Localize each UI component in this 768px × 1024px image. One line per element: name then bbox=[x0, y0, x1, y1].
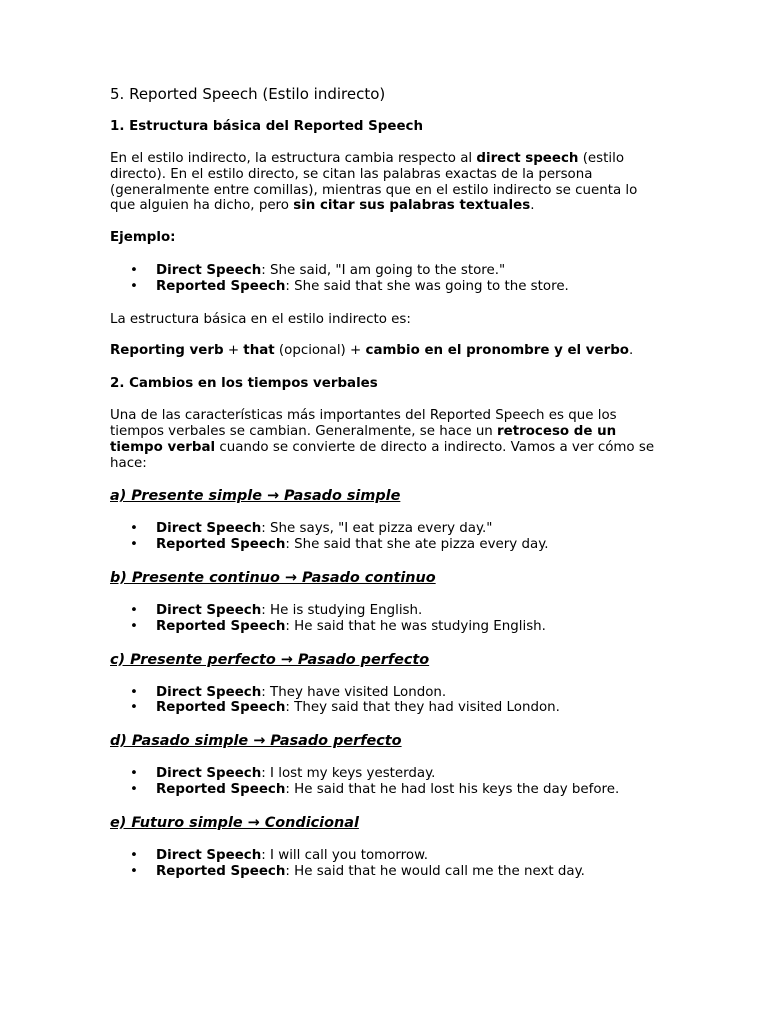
example-label-text: Ejemplo: bbox=[110, 230, 176, 246]
direct-speech-label: Direct Speech bbox=[156, 521, 262, 537]
list-item bbox=[110, 848, 660, 864]
section-1-heading: 1. Estructura básica del Reported Speech bbox=[110, 119, 424, 134]
list-item bbox=[110, 766, 660, 782]
tense-rule-title: e) Futuro simple → Condicional bbox=[110, 814, 359, 831]
reported-speech-text: : He said that he would call me the next day. bbox=[285, 863, 585, 879]
reported-speech-label: Reported Speech bbox=[156, 537, 286, 553]
direct-speech-text: : They have visited London. bbox=[261, 684, 447, 700]
intro-text: Una de las características más importantes del Reported Speech es que los tiempos verbales se cambian. Generalmente, se hace un bbox=[110, 408, 617, 439]
structure-intro: La estructura básica en el estilo indirecto es: bbox=[110, 311, 411, 327]
intro-text: En el estilo indirecto, la estructura cambia respecto al bbox=[110, 151, 477, 166]
intro-text: (estilo directo). En el estilo directo, se citan las palabras exactas de la persona (generalmente entre comillas), mientras que en el estilo indirecto se cuenta lo que alguien ha dicho, pero bbox=[110, 151, 638, 214]
tense-rules bbox=[110, 487, 660, 879]
reported-speech-label: Reported Speech bbox=[156, 278, 286, 294]
list-item bbox=[110, 700, 660, 716]
direct-speech-label: Direct Speech bbox=[156, 602, 262, 618]
structure-formula bbox=[110, 343, 660, 359]
example-list bbox=[110, 766, 660, 798]
formula-that: that bbox=[243, 343, 275, 359]
reported-speech-text: : He said that he had lost his keys the day before. bbox=[285, 781, 620, 797]
tense-rule-title: d) Pasado simple → Pasado perfecto bbox=[110, 733, 402, 750]
formula-text: + bbox=[223, 343, 244, 359]
intro-text: cuando se convierte de directo a indirecto. Vamos a ver cómo se hace: bbox=[110, 439, 655, 471]
direct-speech-text: : I lost my keys yesterday. bbox=[261, 766, 436, 782]
tense-rule-title: c) Presente perfecto → Pasado perfecto bbox=[110, 651, 430, 668]
tense-rule bbox=[110, 487, 660, 553]
tense-rule bbox=[110, 814, 660, 880]
example-list bbox=[110, 685, 660, 717]
list-item bbox=[110, 864, 660, 880]
tense-rule-title: a) Presente simple → Pasado simple bbox=[110, 488, 401, 505]
reported-speech-text: : He said that he was studying English. bbox=[285, 618, 546, 634]
section-2-heading: 2. Cambios en los tiempos verbales bbox=[110, 376, 378, 392]
reported-speech-text: : They said that they had visited London. bbox=[285, 700, 560, 716]
tense-rule bbox=[110, 569, 660, 635]
document-page bbox=[110, 85, 660, 879]
direct-speech-label: Direct Speech bbox=[156, 262, 262, 278]
direct-speech-text: : She said, "I am going to the store." bbox=[261, 262, 506, 278]
formula-text: . bbox=[629, 343, 634, 359]
intro-bold-direct-speech: direct speech bbox=[476, 151, 579, 166]
list-item bbox=[110, 263, 660, 279]
intro-bold-backshift: retroceso de un tiempo verbal bbox=[110, 423, 617, 455]
section-1-intro bbox=[110, 151, 660, 214]
list-item bbox=[110, 619, 660, 635]
list-item bbox=[110, 782, 660, 798]
example-list bbox=[110, 521, 660, 553]
direct-speech-text: : She says, "I eat pizza every day." bbox=[261, 521, 493, 537]
tense-rule bbox=[110, 651, 660, 717]
reported-speech-label: Reported Speech bbox=[156, 781, 286, 797]
direct-speech-label: Direct Speech bbox=[156, 847, 262, 863]
example-list bbox=[110, 603, 660, 635]
direct-speech-label: Direct Speech bbox=[156, 766, 262, 782]
section-2-intro bbox=[110, 408, 660, 471]
reported-speech-label: Reported Speech bbox=[156, 618, 286, 634]
list-item bbox=[110, 279, 660, 295]
intro-bold-no-quote: sin citar sus palabras textuales bbox=[293, 198, 531, 214]
example-label bbox=[110, 230, 660, 246]
example-list bbox=[110, 848, 660, 880]
intro-text: . bbox=[530, 198, 535, 214]
direct-speech-text: : I will call you tomorrow. bbox=[261, 847, 429, 863]
direct-speech-label: Direct Speech bbox=[156, 684, 262, 700]
direct-speech-text: : He is studying English. bbox=[261, 602, 423, 618]
formula-change: cambio en el pronombre y el verbo bbox=[365, 343, 630, 359]
reported-speech-label: Reported Speech bbox=[156, 700, 286, 716]
list-item bbox=[110, 603, 660, 619]
list-item bbox=[110, 685, 660, 701]
list-item bbox=[110, 537, 660, 553]
formula-reporting-verb: Reporting verb bbox=[110, 343, 224, 359]
tense-rule-title: b) Presente continuo → Pasado continuo bbox=[110, 569, 436, 586]
tense-rule bbox=[110, 732, 660, 798]
document-title: 5. Reported Speech (Estilo indirecto) bbox=[110, 85, 386, 103]
formula-text: (opcional) + bbox=[274, 343, 366, 359]
reported-speech-text: : She said that she ate pizza every day. bbox=[285, 537, 549, 553]
reported-speech-text: : She said that she was going to the store. bbox=[285, 278, 569, 294]
list-item bbox=[110, 521, 660, 537]
example-list bbox=[110, 263, 660, 295]
reported-speech-label: Reported Speech bbox=[156, 863, 286, 879]
